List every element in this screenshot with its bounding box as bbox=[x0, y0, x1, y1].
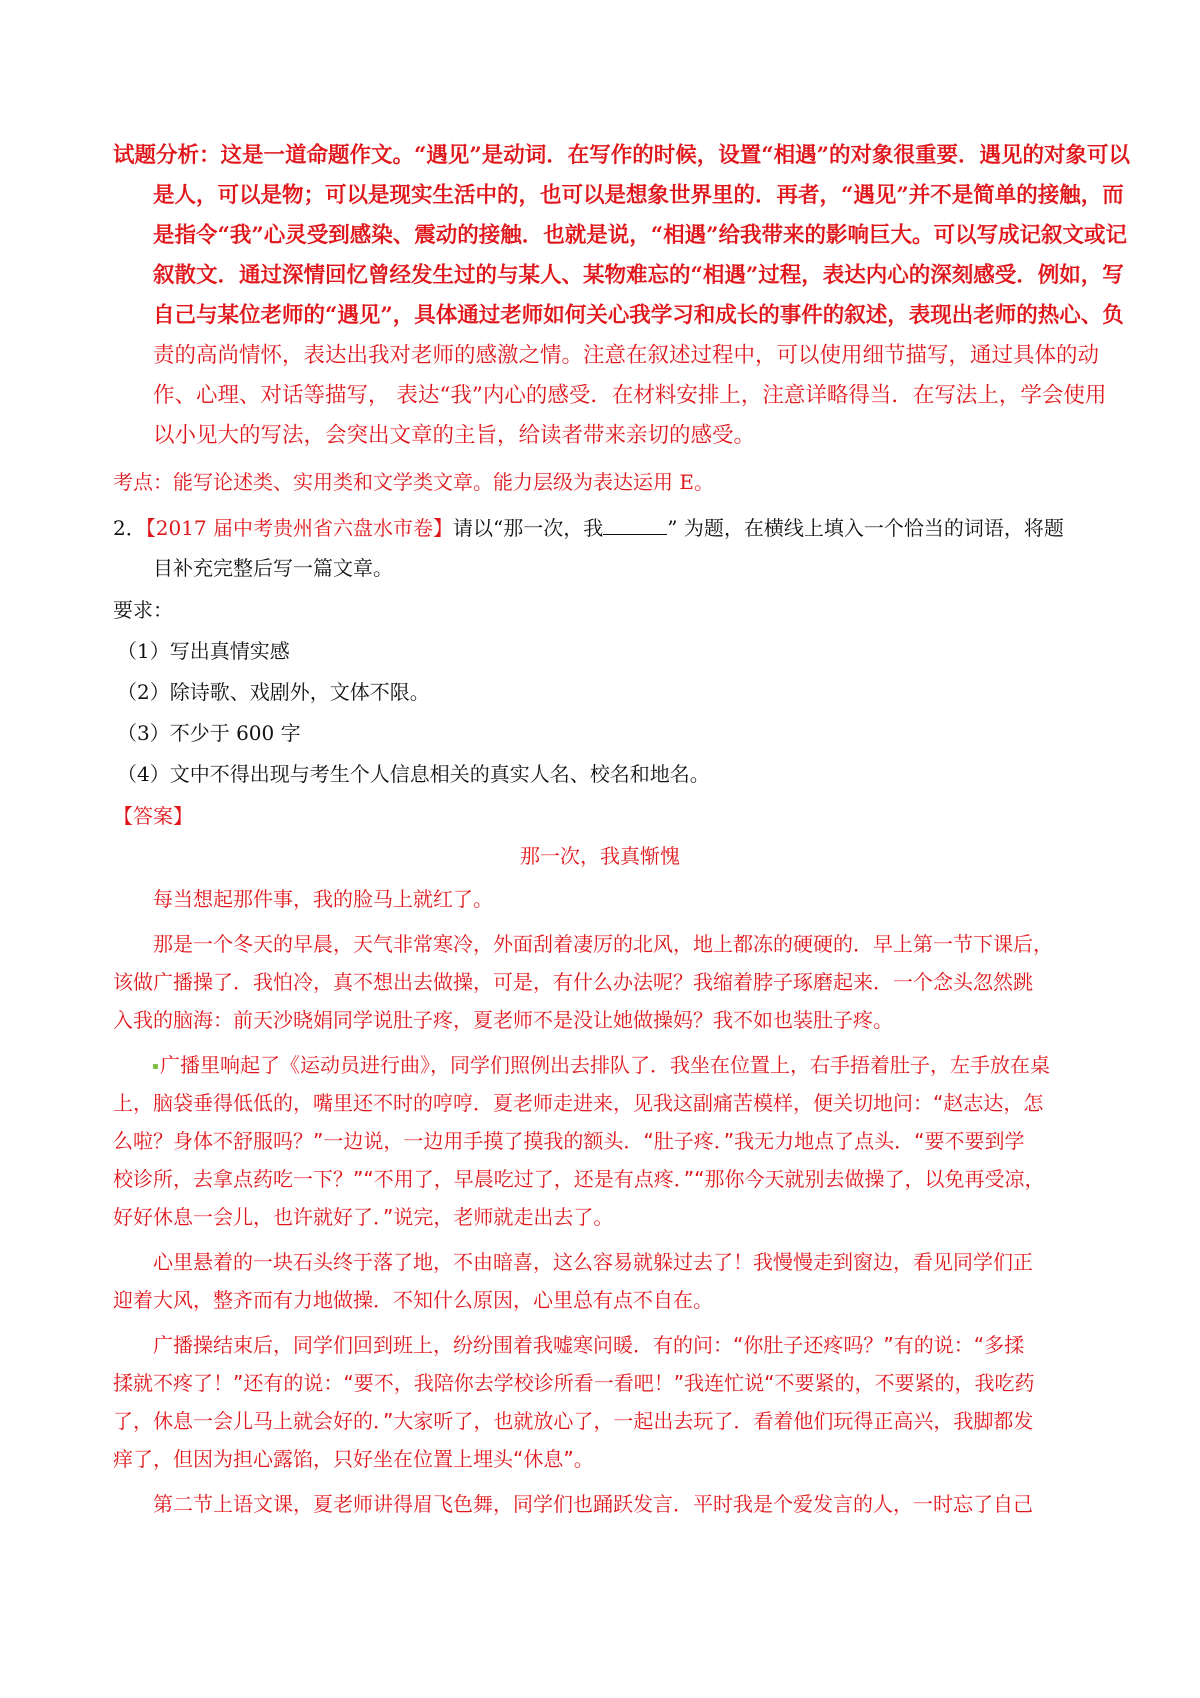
question-text-before: 请以“那一次，我 bbox=[453, 516, 604, 540]
essay-line: 那是一个冬天的早晨，天气非常寒冷，外面刮着凄厉的北风，地上都冻的硬硬的．早上第一节下课后， bbox=[153, 932, 1053, 956]
essay-line: 上，脑袋垂得低低的，嘴里还不时的哼哼．夏老师走进来，见我这副痛苦模样，便关切地问：“赵志达，怎 bbox=[113, 1091, 1044, 1115]
requirements-heading: 要求： bbox=[113, 598, 173, 622]
fill-blank-line bbox=[603, 512, 667, 535]
essay-line bbox=[113, 1046, 1103, 1084]
question-2 bbox=[113, 508, 1103, 588]
requirements-block bbox=[113, 590, 710, 795]
essay-paragraph bbox=[113, 925, 1103, 1039]
essay-body bbox=[113, 880, 1103, 1530]
question-line-1 bbox=[113, 508, 1103, 548]
essay-line: 迎着大风，整齐而有力地做操．不知什么原因，心里总有点不自在。 bbox=[113, 1288, 713, 1312]
analysis-line: 叙散文．通过深情回忆曾经发生过的与某人、某物难忘的“相遇”过程，表达内心的深刻感受．例如，写 bbox=[153, 263, 1124, 288]
essay-line: 揉就不疼了！”还有的说：“要不，我陪你去学校诊所看一看吧！”我连忙说“不要紧的，不要紧的，我吃药 bbox=[113, 1371, 1035, 1395]
question-line-2: 目补充完整后写一篇文章。 bbox=[153, 556, 393, 580]
essay-paragraph bbox=[113, 1485, 1103, 1523]
essay-line: 心里悬着的一块石头终于落了地，不由暗喜，这么容易就躲过去了！我慢慢走到窗边，看见同学们正 bbox=[153, 1250, 1033, 1274]
question-text-after: ” 为题，在横线上填入一个恰当的词语，将题 bbox=[667, 516, 1064, 540]
essay-paragraph bbox=[113, 880, 1103, 918]
requirement-item: （2）除诗歌、戏剧外，文体不限。 bbox=[117, 680, 430, 704]
essay-line: 痒了，但因为担心露馅，只好坐在位置上埋头“休息”。 bbox=[113, 1447, 594, 1471]
essay-line: 第二节上语文课，夏老师讲得眉飞色舞，同学们也踊跃发言．平时我是个爱发言的人，一时忘了自己 bbox=[153, 1492, 1033, 1516]
analysis-line: 以小见大的写法，会突出文章的主旨，给读者带来亲切的感受。 bbox=[153, 423, 756, 448]
essay-line: 了，休息一会儿马上就会好的．”大家听了，也就放心了，一起出去玩了．看着他们玩得正高兴，我脚都发 bbox=[113, 1409, 1034, 1433]
analysis-line: 作、心理、对话等描写， 表达“我”内心的感受．在材料安排上，注意详略得当．在写法上，学会使用 bbox=[153, 383, 1107, 408]
essay-line-text: 广播里响起了《运动员进行曲》，同学们照例出去排队了．我坐在位置上，右手捂着肚子，左手放在桌 bbox=[160, 1053, 1050, 1077]
analysis-line: 试题分析：这是一道命题作文。“遇见”是动词．在写作的时候，设置“相遇”的对象很重要．遇见的对象可以 bbox=[113, 143, 1130, 168]
analysis-line: 自己与某位老师的“遇见”，具体通过老师如何关心我学习和成长的事件的叙述，表现出老师的热心、负 bbox=[153, 303, 1124, 328]
essay-line: 好好休息一会儿，也许就好了．”说完，老师就走出去了。 bbox=[113, 1205, 614, 1229]
analysis-line: 是指令“我”心灵受到感染、震动的接触．也就是说，“相遇”给我带来的影响巨大。可以写成记叙文或记 bbox=[153, 223, 1127, 248]
exam-point: 考点：能写论述类、实用类和文学类文章。能力层级为表达运用 E。 bbox=[113, 470, 714, 494]
requirement-item: （4）文中不得出现与考生个人信息相关的真实人名、校名和地名。 bbox=[117, 762, 710, 786]
analysis-line: 责的高尚情怀，表达出我对老师的感激之情。注意在叙述过程中，可以使用细节描写，通过具体的动 bbox=[153, 343, 1100, 368]
green-marker-icon bbox=[153, 1064, 158, 1069]
essay-paragraph bbox=[113, 1243, 1103, 1319]
essay-line: 入我的脑海：前天沙晓娟同学说肚子疼，夏老师不是没让她做操妈？我不如也装肚子疼。 bbox=[113, 1008, 893, 1032]
answer-label: 【答案】 bbox=[113, 804, 193, 828]
essay-paragraph bbox=[113, 1326, 1103, 1478]
question-number: 2． bbox=[113, 516, 146, 540]
requirement-item: （3）不少于 600 字 bbox=[117, 721, 301, 745]
analysis-line: 是人，可以是物；可以是现实生活中的，也可以是想象世界里的．再者，“遇见”并不是简单的接触，而 bbox=[153, 183, 1124, 208]
analysis-block bbox=[113, 136, 1130, 456]
essay-line: 该做广播操了．我怕冷，真不想出去做操，可是，有什么办法呢？我缩着脖子琢磨起来．一个念头忽然跳 bbox=[113, 970, 1033, 994]
essay-line: 么啦？身体不舒服吗？”一边说，一边用手摸了摸我的额头．“肚子疼．”我无力地点了点头．“要不要到学 bbox=[113, 1129, 1025, 1153]
essay-title: 那一次，我真惭愧 bbox=[520, 844, 680, 868]
essay-line: 每当想起那件事，我的脸马上就红了。 bbox=[153, 887, 493, 911]
essay-line: 广播操结束后，同学们回到班上，纷纷围着我嘘寒问暖．有的问：“你肚子还疼吗？”有的说：“多揉 bbox=[153, 1333, 1025, 1357]
requirement-item: （1）写出真情实感 bbox=[117, 639, 290, 663]
essay-line: 校诊所，去拿点药吃一下？”“不用了，早晨吃过了，还是有点疼．”“那你今天就别去做操了，以免再受凉， bbox=[113, 1167, 1045, 1191]
question-source: 【2017 届中考贵州省六盘水市卷】 bbox=[145, 516, 453, 540]
essay-paragraph bbox=[113, 1046, 1103, 1236]
